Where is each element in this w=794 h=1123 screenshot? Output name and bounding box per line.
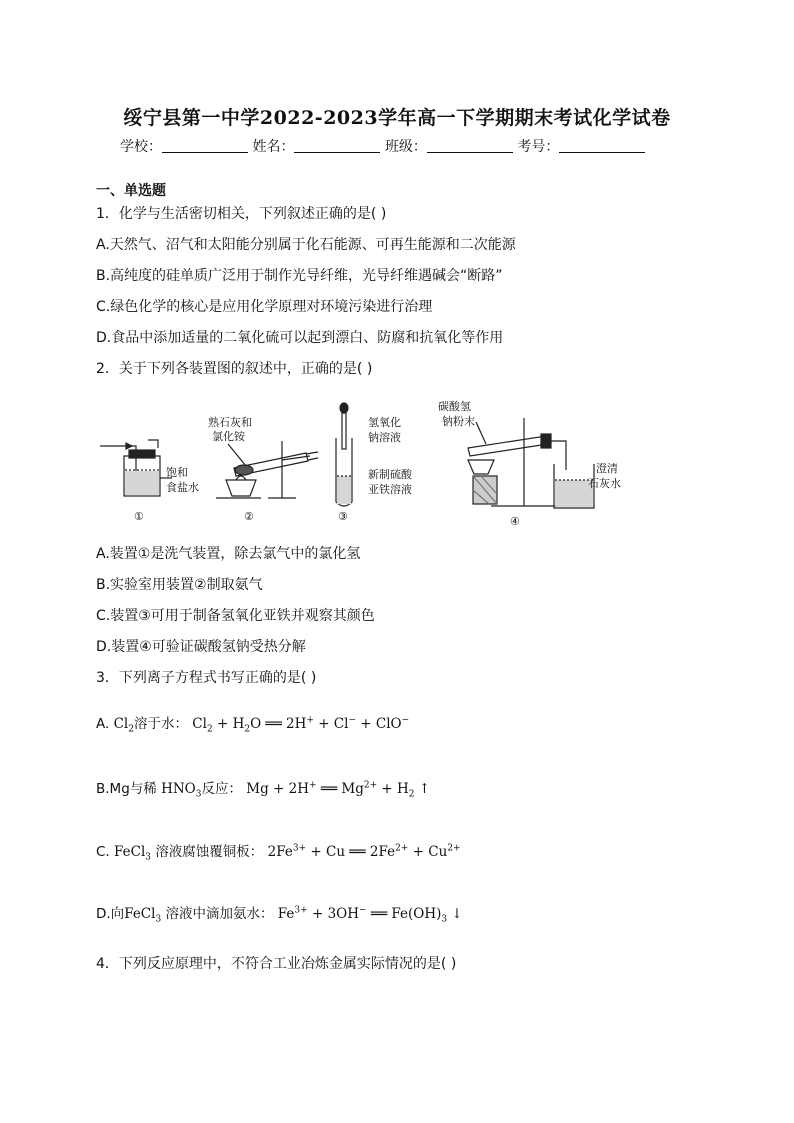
number-2: ②	[244, 510, 254, 523]
number-1: ①	[134, 510, 144, 523]
school-label: 学校：	[120, 139, 162, 155]
label-3b: 钠溶液	[368, 431, 401, 444]
apparatus-4-decomposition	[468, 418, 594, 508]
apparatus-3-test-tube	[336, 403, 352, 506]
class-label: 班级：	[384, 139, 427, 155]
number-blank[interactable]	[559, 138, 645, 153]
label-2-top: 熟石灰和	[208, 416, 252, 429]
school-blank[interactable]	[162, 138, 248, 153]
section-title: 一、单选题	[96, 183, 166, 199]
number-4: ④	[510, 515, 520, 528]
name-label: 姓名：	[252, 139, 295, 155]
q3-option-a: A. $Cl_2$溶于水： $Cl_2 + H_2O$ ══ 2H+ + Cl− + ClO−	[96, 715, 410, 735]
label-3d: 亚铁溶液	[368, 483, 412, 496]
q2-option-d: D.装置④可验证碳酸氢钠受热分解	[96, 639, 306, 655]
apparatus-figure	[96, 398, 636, 533]
q3-option-b: B.Mg与稀 $HNO_3$反应： Mg + 2H+ ══ $Mg^{2+} + H_2$ ↑	[96, 780, 431, 800]
number-3: ③	[338, 510, 348, 523]
q1-option-d: D.食品中添加适量的二氧化硫可以起到漂白、防腐和抗氧化等作用	[96, 330, 504, 346]
apparatus-1-wash-bottle	[100, 440, 172, 496]
q1-option-a: A.天然气、沼气和太阳能分别属于化石能源、可再生能源和二次能源	[96, 237, 516, 253]
label-3c: 新制硫酸	[368, 468, 412, 481]
q4-stem: 4．下列反应原理中，不符合工业冶炼金属实际情况的是( )	[96, 956, 457, 972]
label-4c: 澄清	[596, 462, 618, 475]
class-blank[interactable]	[427, 138, 513, 153]
q2-option-b: B.实验室用装置②制取氨气	[96, 577, 263, 593]
student-info-row	[120, 136, 645, 156]
label-1-top: 饱和	[166, 466, 188, 479]
label-4d: 石灰水	[588, 477, 621, 490]
label-4a: 碳酸氢	[438, 400, 471, 413]
q3-option-d: D.向FeCl$_3$ 溶液中滴加氨水： $Fe^{3+} + 3OH^-$ ══ $Fe(OH)_3$ ↓	[96, 905, 463, 925]
apparatus-2-ammonia	[216, 441, 318, 498]
label-2-bottom: 氯化铵	[212, 430, 245, 443]
q3-stem: 3．下列离子方程式书写正确的是( )	[96, 670, 317, 686]
name-blank[interactable]	[294, 138, 380, 153]
label-4b: 钠粉末	[442, 415, 475, 428]
q2-option-c: C.装置③可用于制备氢氧化亚铁并观察其颜色	[96, 608, 375, 624]
q2-stem: 2．关于下列各装置图的叙述中，正确的是( )	[96, 361, 373, 377]
page-title: 绥宁县第一中学2022-2023学年高一下学期期末考试化学试卷	[123, 107, 671, 129]
label-3a: 氢氧化	[368, 416, 401, 429]
q2-option-a: A.装置①是洗气装置，除去氯气中的氯化氢	[96, 546, 361, 562]
number-label: 考号：	[517, 139, 560, 155]
label-1-bottom: 食盐水	[166, 481, 199, 494]
q1-option-c: C.绿色化学的核心是应用化学原理对环境污染进行治理	[96, 299, 433, 315]
q1-option-b: B.高纯度的硅单质广泛用于制作光导纤维，光导纤维遇碱会“断路”	[96, 268, 503, 284]
q3-option-c: C. FeCl$_3$ 溶液腐蚀覆铜板： $2Fe^{3+} + Cu$ ══ $2Fe^{2+} + Cu^{2+}$	[96, 843, 461, 863]
q1-stem: 1．化学与生活密切相关，下列叙述正确的是( )	[96, 206, 387, 222]
